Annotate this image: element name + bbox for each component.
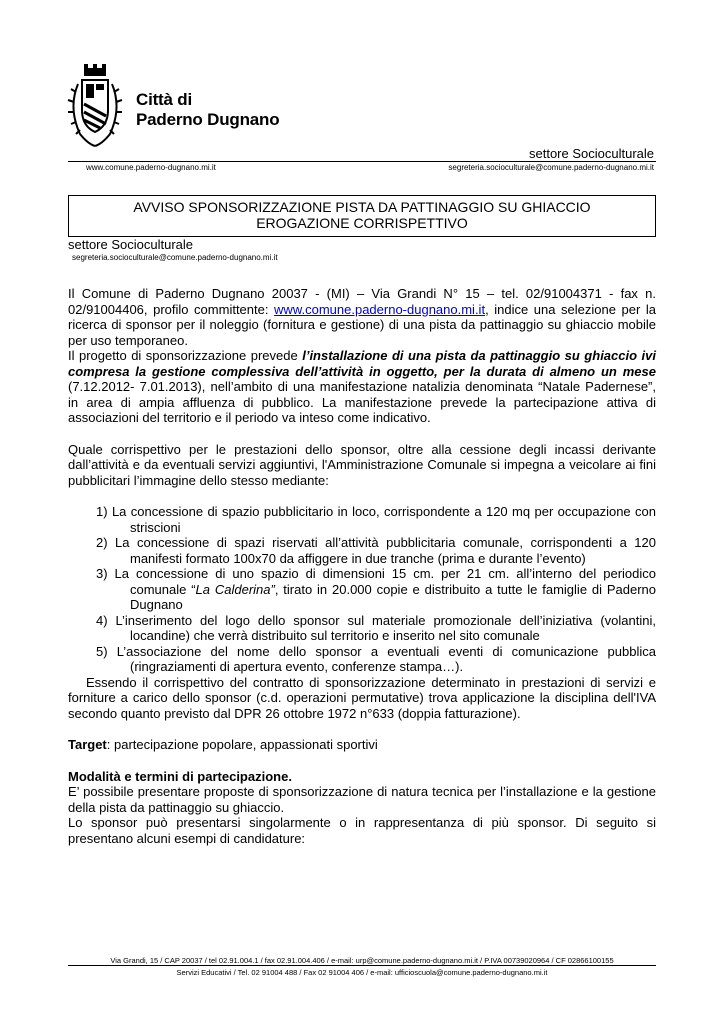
list-number: 3) xyxy=(96,566,108,581)
sub-email: segreteria.socioculturale@comune.paderno-dugnano.mi.it xyxy=(72,253,278,262)
city-name-line1: Città di xyxy=(136,90,193,109)
list-text: , tirato in 20.000 copie e distribuito a tutte le famiglie di Paderno Dugnano xyxy=(130,581,657,612)
header-email: segreteria.socioculturale@comune.paderno-dugnano.mi.it xyxy=(448,163,654,172)
target-text: : partecipazione popolare, appassionati sportivi xyxy=(106,737,378,752)
list-item xyxy=(68,535,656,566)
list-number: 1) xyxy=(96,504,108,519)
profile-link[interactable]: www.comune.paderno-dugnano.mi.it xyxy=(274,301,486,317)
document-title-box xyxy=(68,195,656,237)
footer-services: Servizi Educativi / Tel. 02 91004 488 / Fax 02 91004 406 / e-mail: ufficioscuola@comune.paderno-dugnano.mi.it xyxy=(176,968,548,977)
periodical-name: La Calderina” xyxy=(195,581,275,597)
list-text: L’inserimento del logo dello sponsor sul materiale promozionale dell’iniziativa (volantini, locandine) che verrà distribuito sul territorio e inserito nel sito comunale xyxy=(115,612,656,643)
paragraph-corrispettivo: Quale corrispettivo per le prestazioni dello sponsor, oltre alla cessione degli incassi derivante dall’attività e da eventuali servizi aggiuntivi, l'Amministrazione Comunale si impegna a veicolare ai fini pubblicitari l’immagine dello stesso mediante: xyxy=(68,441,656,488)
list-number: 2) xyxy=(96,535,108,550)
title-line1: AVVISO SPONSORIZZAZIONE PISTA DA PATTINAGGIO SU GHIACCIO xyxy=(133,199,591,215)
modalita-heading xyxy=(68,769,656,785)
document-body xyxy=(68,286,656,846)
intro-text-b: , indice una selezione per la ricerca di sponsor per il noleggio (fornitura e gestione) di una pista da pattinaggio su ghiaccio mobile per uso temporaneo. xyxy=(68,301,656,348)
list-item xyxy=(68,566,656,613)
intro-text-a: Il Comune di Paderno Dugnano 20037 - (MI) – Via Grandi N° 15 – tel. 02/91004371 - fax n. 02/91004406, profilo committente: xyxy=(68,286,656,317)
footer-divider xyxy=(68,965,656,966)
paragraph-proposals: E’ possibile presentare proposte di sponsorizzazione di natura tecnica per l’installazione e la gestione della pista da pattinaggio su ghiaccio. xyxy=(68,784,656,815)
project-text-b: (7.12.2012- 7.01.2013), nell’ambito di una manifestazione natalizia denominata “Natale Padernese”, in area di ampia affluenza di pubblico. La manifestazione prevede la partecipazione attiva di associazioni del territorio e il periodo va inteso come indicativo. xyxy=(68,379,656,425)
paragraph-project xyxy=(68,348,656,426)
list-item xyxy=(68,644,656,675)
paragraph-sponsor: Lo sponsor può presentarsi singolarmente o in rappresentanza di più sponsor. Di seguito si presentano alcuni esempi di candidature: xyxy=(68,815,656,846)
target-label: Target xyxy=(68,737,107,752)
list-text: La concessione di spazi riservati all’attività pubblicitaria comunale, corrispondenti a 120 manifesti formato 100x70 da affiggere in due tranche (prima e durante l’evento) xyxy=(115,535,656,566)
project-text-bold: l’installazione di una pista da pattinaggio su ghiaccio ivi compresa la gestione complessiva dell’attività in oggetto, per la durata di almeno un mese xyxy=(68,348,656,379)
header-settore: settore Socioculturale xyxy=(528,146,654,161)
city-logo xyxy=(62,64,292,154)
title-line2: EROGAZIONE CORRISPETTIVO xyxy=(256,215,468,231)
paragraph-iva: Essendo il corrispettivo del contratto di sponsorizzazione determinato in prestazioni di servizi e forniture a carico dello sponsor (c.d. operazioni permutative) trova applicazione la disciplina dell'IVA secondo quanto previsto dal DPR 26 ottobre 1972 n°633 (doppia fatturazione). xyxy=(68,674,656,721)
list-text: La concessione di uno spazio di dimensioni 15 cm. per 21 cm. all’interno del periodico comunale “ xyxy=(114,566,656,597)
list-item xyxy=(68,613,656,644)
header-divider xyxy=(68,161,656,162)
modalita-heading-text: Modalità e termini di partecipazione. xyxy=(68,768,292,784)
city-name xyxy=(136,90,279,130)
paragraph-intro xyxy=(68,286,656,348)
list-text: L’associazione del nome dello sponsor a eventuali eventi di comunicazione pubblica (ringraziamenti di apertura evento, conferenze stampa…). xyxy=(116,643,656,674)
list-number: 4) xyxy=(96,612,108,628)
sub-settore: settore Socioculturale xyxy=(68,237,194,252)
header-website: www.comune.paderno-dugnano.mi.it xyxy=(86,163,216,172)
list-text: La concessione di spazio pubblicitario in loco, corrispondente a 120 mq per occupazione con striscioni xyxy=(111,504,656,535)
list-number: 5) xyxy=(96,643,108,659)
footer-address: Via Grandi, 15 / CAP 20037 / tel 02.91.004.1 / fax 02.91.004.406 / e-mail: urp@comune.paderno-dugnano.mi.it / P.IVA 00739020964 / CF 02866100155 xyxy=(110,956,614,965)
paragraph-target xyxy=(68,737,656,753)
project-text-a: Il progetto di sponsorizzazione prevede xyxy=(68,348,303,363)
city-name-line2: Paderno Dugnano xyxy=(136,110,280,129)
list-item xyxy=(68,504,656,535)
city-crest-icon xyxy=(62,64,128,150)
